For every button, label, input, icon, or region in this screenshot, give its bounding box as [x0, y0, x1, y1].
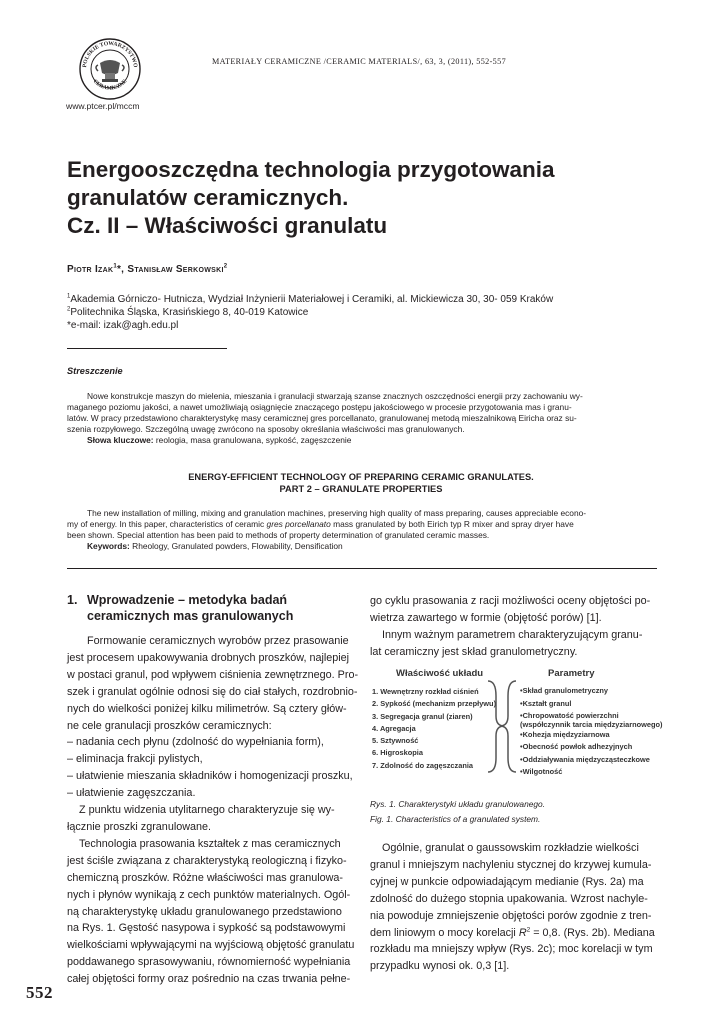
- journal-header: MATERIAŁY CERAMICZNE /CERAMIC MATERIALS/, 63, 3, (2011), 552-557: [212, 57, 507, 66]
- body-line: wietrza zawartego w formie (objętość porów) [1].: [370, 611, 602, 624]
- svg-text:CERAMICZNE: CERAMICZNE: [91, 78, 129, 92]
- keywords-text: reologia, masa granulowana, sypkość, zagęszczenie: [153, 435, 352, 445]
- math-sup: 2: [526, 925, 531, 933]
- body-line: Ogólnie, granulat o gaussowskim rozkładzie wielkości: [382, 842, 639, 854]
- abstract-heading: Streszczenie: [67, 366, 123, 376]
- body-line: nia powoduje zmniejszenie objętości porów zgodnie z tren-: [370, 909, 652, 922]
- abstract-line: been shown. Special attention has been paid to methods of property determination of granulated ceramic masses.: [67, 530, 490, 540]
- figure-right-title: Parametry: [548, 668, 595, 679]
- body-line: Technologia prasowania kształtek z mas ceramicznych: [79, 837, 341, 850]
- body-line: Z punktu widzenia utylitarnego charakteryzuje się wy-: [79, 804, 335, 817]
- keywords-pl: [67, 435, 657, 446]
- body-line: w postaci granul, pod wpływem ciśnienia zewnętrznego. Pro-: [67, 668, 359, 681]
- keywords-label: Keywords:: [87, 541, 130, 551]
- abstract-pl: [67, 391, 657, 446]
- body-line: rozkładu ma mniejszy wpływ (Rys. 2c); moc korelacji w tym: [370, 943, 653, 956]
- body-line: na Rys. 1. Gęstość nasypowa i sypkość są podstawowymi: [67, 922, 346, 935]
- abstract-en: [67, 508, 657, 552]
- figure-right-list: [520, 685, 663, 779]
- section-title-line: ceramicznych mas granulowanych: [87, 609, 294, 623]
- author-separator: *,: [116, 264, 128, 275]
- body-line: lat ceramiczny jest skład granulometryczny.: [370, 645, 578, 658]
- right-column-top: [370, 593, 656, 661]
- contact-email[interactable]: *e-mail: izak@agh.edu.pl: [67, 320, 179, 331]
- figure-list-item: 2. Sypkość (mechanizm przepływu): [372, 699, 497, 709]
- caption-line: Fig. 1. Characteristics of a granulated system.: [370, 814, 541, 824]
- figure-list-item: •Chropowatość powierzchni: [520, 711, 619, 720]
- figure-list-item: 3. Segregacja granul (ziaren): [372, 711, 473, 721]
- abstract-line: szenia rozpyłowego. Szczególną uwagę zwrócono na sposoby określania właściwości mas granulowanych.: [67, 424, 465, 434]
- paper-title: [67, 156, 667, 240]
- body-line: [370, 925, 656, 942]
- body-line: Innym ważnym parametrem charakteryzującym granu-: [382, 628, 643, 641]
- figure-brace-arrows: [482, 676, 522, 776]
- figure-list-item: 6. Higroskopia: [372, 748, 423, 758]
- body-line: poddawanego sprasowywaniu, równomierność wypełniania: [67, 956, 351, 969]
- body-line: nych i płynów wynikają z cech punktów materialnych. Ogól-: [67, 888, 351, 901]
- body-line: nych do wielkości poniżej kilku milimetrów. Są cztery głów-: [67, 702, 347, 715]
- figure-1: [370, 664, 663, 784]
- title-line: granulatów ceramicznych.: [67, 185, 349, 210]
- left-column: [67, 633, 359, 988]
- body-line: jest ściśle związana z charakterystyką reologiczną i fizyko-: [67, 854, 347, 867]
- figure-list-item: 7. Zdolność do zagęszczania: [372, 760, 474, 770]
- body-line: ne cele granulacji proszków ceramicznych:: [67, 719, 272, 732]
- affil-sup: 1: [67, 293, 71, 300]
- figure-list-item: •Obecność powłok adhezyjnych: [520, 742, 633, 751]
- body-line: – nadania cech płynu (zdolność do wypełniania form),: [67, 736, 324, 749]
- figure-list-item: •Oddziaływania międzycząsteczkowe: [520, 754, 650, 764]
- section-heading: [67, 592, 293, 624]
- figure-list-item: •Wilgotność: [520, 767, 563, 776]
- affiliation-line: Politechnika Śląska, Krasińskiego 8, 40-019 Katowice: [70, 307, 309, 318]
- society-logo: [78, 37, 142, 101]
- page-number: 552: [26, 983, 53, 1002]
- affil-sup: 2: [67, 306, 71, 313]
- abstract-line: Nowe konstrukcje maszyn do mielenia, mieszania i granulacji stwarzają szanse znacznych oszczędności energii przy zachowaniu wy-: [87, 391, 583, 401]
- abstract-line: The new installation of milling, mixing and granulation machines, preserving high quality of mass preparing, causes appreciable econo-: [87, 508, 587, 518]
- author-name: Stanisław Serkowski: [127, 264, 224, 275]
- body-line: zdolność do dużego stopnia upakowania. Wzrost nachyle-: [370, 892, 648, 905]
- body-line: przypadku wynosi ok. 0,3 [1].: [370, 960, 510, 973]
- author-affil-sup: 2: [223, 263, 228, 270]
- body-line: cyjnej w punkcie odpowiadającym medianie (Rys. 2a) ma: [370, 875, 644, 888]
- title-line: Energooszczędna technologia przygotowania: [67, 157, 555, 182]
- journal-url[interactable]: www.ptcer.pl/mccm: [66, 101, 140, 111]
- affiliations: [67, 293, 553, 332]
- body-line: chemiczną proszków. Różne właściwości mas granulowa-: [67, 871, 344, 884]
- english-title-line: PART 2 – GRANULATE PROPERTIES: [279, 483, 443, 494]
- figure-list-item: •Skład granulometryczny: [520, 686, 609, 695]
- figure-caption: [370, 797, 545, 827]
- figure-list-item: •Kształt granul: [520, 698, 572, 708]
- keywords-en: [67, 541, 657, 552]
- body-line: ną charakterystykę układu granulowanego przedstawiono: [67, 905, 342, 918]
- abstract-italic: gres porcellanato: [266, 519, 331, 529]
- english-title-line: ENERGY-EFFICIENT TECHNOLOGY OF PREPARING CERAMIC GRANULATES.: [188, 472, 534, 482]
- english-title: [67, 472, 655, 495]
- body-line: – ułatwienie zagęszczania.: [67, 787, 196, 800]
- body-line: – eliminacja frakcji pylistych,: [67, 753, 203, 766]
- section-number: 1.: [67, 593, 78, 607]
- caption-line: Rys. 1. Charakterystyki układu granulowanego.: [370, 799, 546, 809]
- figure-list-item: (współczynnik tarcia międzyziarnowego): [520, 719, 663, 729]
- author-affil-sup: 1: [113, 263, 117, 270]
- body-line: Formowanie ceramicznych wyrobów przez prasowanie: [87, 635, 349, 647]
- figure-list-item: 4. Agregacja: [372, 723, 416, 733]
- divider: [67, 348, 227, 349]
- abstract-line: latów. W pracy przedstawiono charakterystykę masy ceramicznej gres porcellanato, granulowanej metodą mieszalnikową Eiricha oraz su-: [67, 413, 577, 423]
- society-logo-seal: [78, 37, 142, 101]
- section-title-line: Wprowadzenie – metodyka badań: [87, 593, 288, 607]
- author-name: Piotr Izak: [67, 264, 114, 275]
- body-line: szek i granulat ogólnie odnosi się do ciał stałych, rozdrobnio-: [67, 685, 358, 698]
- body-line: wielkościami wpływającymi na wyjściową objętość granulatu: [67, 939, 355, 952]
- abstract-line: [67, 519, 657, 530]
- authors: [67, 264, 227, 275]
- figure-left-list: [372, 686, 496, 772]
- body-line: łącznie proszki zgranulowane.: [67, 820, 212, 833]
- svg-text:POLSKIE TOWARZYSTWO: POLSKIE TOWARZYSTWO: [82, 40, 139, 68]
- figure-list-item: •Kohezja międzyziarnowa: [520, 729, 610, 739]
- affiliation-line: Akademia Górniczo- Hutnicza, Wydział Inżynierii Materiałowej i Ceramiki, al. Mickiewicza 30, 30- 059 Kraków: [70, 294, 554, 305]
- keywords-label: Słowa kluczowe:: [87, 435, 154, 445]
- math-var: R: [518, 926, 527, 939]
- body-text: = 0,8. (Rys. 2b). Mediana: [530, 926, 655, 939]
- right-column-bottom: [370, 840, 656, 975]
- keywords-text: Rheology, Granulated powders, Flowability, Densification: [129, 541, 343, 551]
- figure-list-item: 5. Sztywność: [372, 736, 419, 746]
- figure-left-title: Właściwość układu: [396, 668, 484, 679]
- abstract-text: mass granulated by both Eirich typ R mixer and spray dryer have: [330, 519, 574, 529]
- body-text: dem liniowym o mocy korelacji: [370, 926, 519, 939]
- body-line: go cyklu prasowania z racji możliwości oceny objętości po-: [370, 595, 651, 607]
- title-line: Cz. II – Właściwości granulatu: [67, 213, 388, 238]
- abstract-text: my of energy. In this paper, characteristics of ceramic: [67, 519, 267, 529]
- figure-list-item: 1. Wewnętrzny rozkład ciśnień: [372, 687, 479, 696]
- body-line: granul i mniejszym nachyleniu stycznej do krzywej kumula-: [370, 858, 652, 871]
- body-line: – ułatwienie mieszania składników i homogenizacji proszku,: [67, 770, 353, 783]
- abstract-line: maganego poziomu jakości, a nawet umożliwiają osiągnięcie znaczącego postępu jakościowego w procesie przygotowania mas i granu-: [67, 402, 572, 412]
- body-line: całej objętości formy oraz pośrednio na czas trwania pełne-: [67, 973, 351, 986]
- body-line: jest procesem upakowywania drobnych proszków, najlepiej: [67, 651, 350, 664]
- divider: [67, 568, 657, 569]
